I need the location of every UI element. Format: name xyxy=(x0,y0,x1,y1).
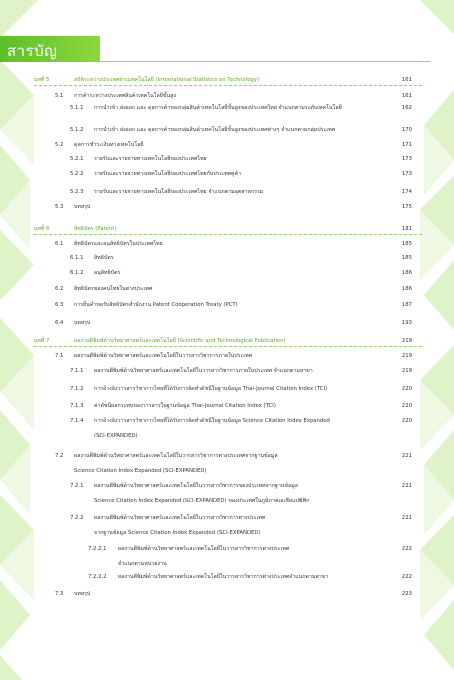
toc-entry-row[interactable] xyxy=(0,495,412,507)
toc-entry-row[interactable] xyxy=(0,252,412,264)
toc-entry-number: 6.4 xyxy=(55,320,64,326)
toc-entry-number: 7.1.1 xyxy=(70,368,84,374)
toc-page-number: 173 xyxy=(401,156,412,162)
toc-entry-row[interactable] xyxy=(0,186,412,198)
toc-page-number: 181 xyxy=(401,226,412,232)
toc-page-number: 174 xyxy=(401,189,412,195)
toc-entry-number: 7.3 xyxy=(55,591,64,597)
toc-entry-number: 5.2.1 xyxy=(70,156,84,162)
toc-entry-title: จำแนกตามหน่วยงาน xyxy=(118,561,167,567)
toc-entry-number: 7.1.2 xyxy=(70,386,84,392)
toc-entry-title: ดุลการชำระเงินทางเทคโนโลยี xyxy=(74,142,144,148)
toc-entry-title: รายรับและรายจ่ายทางเทคโนโลยีของประเทศไทย จำแนกตามอุตสาหกรรม xyxy=(94,189,264,195)
toc-entry-title: ผลงานตีพิมพ์ด้านวิทยาศาสตร์และเทคโนโลยี (Scientific and Technological Publication) xyxy=(74,338,286,344)
toc-page-number: 222 xyxy=(401,574,412,580)
toc-page-number: 221 xyxy=(401,483,412,489)
toc-entry-title: Science Citation Index Expanded (SCI-EXPANDED) xyxy=(74,468,207,474)
toc-entry-number: 6.1.2 xyxy=(70,270,84,276)
toc-entry-row[interactable] xyxy=(0,400,412,412)
toc-entry-row[interactable] xyxy=(0,415,412,427)
toc-page-number: 219 xyxy=(401,338,412,344)
toc-entry-title: สิทธิบัตรของคนไทยในต่างประเทศ xyxy=(74,286,153,292)
toc-page-number: 223 xyxy=(401,591,412,597)
toc-entry-title: สิทธิบัตร (Patent) xyxy=(74,226,117,232)
toc-page-number: 220 xyxy=(401,418,412,424)
toc-entry-title: สิทธิบัตร xyxy=(94,255,114,261)
toc-page-number: 186 xyxy=(401,286,412,292)
toc-page-number: 186 xyxy=(401,270,412,276)
toc-entry-row[interactable] xyxy=(0,350,412,362)
toc-entry-title: สิทธิบัตรและอนุสิทธิบัตรในประเทศไทย xyxy=(74,241,163,247)
toc-page-number: 222 xyxy=(401,546,412,552)
toc-entry-number: 7.1.4 xyxy=(70,418,84,424)
toc-entry-row[interactable] xyxy=(0,527,412,539)
toc-entry-number: บทที่ 6 xyxy=(34,226,50,232)
toc-entry-row[interactable] xyxy=(0,383,412,395)
toc-page-number: 161 xyxy=(401,77,412,83)
toc-page-number: 187 xyxy=(401,302,412,308)
toc-entry-number: 7.2.1 xyxy=(70,483,84,489)
toc-entry-title: การยื่นคำขอรับสิทธิบัตรสำนักงาน Patent Cooperation Treaty (PCT) xyxy=(74,302,238,308)
toc-entry-row[interactable] xyxy=(0,365,412,377)
toc-page-number: 173 xyxy=(401,171,412,177)
toc-entry-title: (SCI-EXPANDED) xyxy=(94,433,138,439)
toc-entry-row[interactable] xyxy=(0,571,412,583)
toc-entry-title: ผลงานตีพิมพ์ด้านวิทยาศาสตร์และเทคโนโลยีในวารสารวิชาการภายในประเทศ จำแนกตามสาขา xyxy=(94,368,313,374)
toc-page-number: 219 xyxy=(401,368,412,374)
toc-entry-number: 5.1.1 xyxy=(70,105,84,111)
toc-entry-row[interactable] xyxy=(0,238,412,250)
toc-entry-row[interactable] xyxy=(0,283,412,295)
toc-entry-number: 6.2 xyxy=(55,286,64,292)
toc-page-number: 193 xyxy=(401,320,412,326)
toc-entry-number: 7.2.2.1 xyxy=(88,546,107,552)
toc-entry-number: 6.3 xyxy=(55,302,64,308)
toc-page-number: 175 xyxy=(401,204,412,210)
toc-page-number: 185 xyxy=(401,255,412,261)
toc-entry-row[interactable] xyxy=(0,153,412,165)
toc-entry-title: ผลงานตีพิมพ์ด้านวิทยาศาสตร์และเทคโนโลยีในวารสารวิชาการต่างประเทศจากฐานข้อมูล xyxy=(74,453,278,459)
toc-entry-number: 5.3 xyxy=(55,204,64,210)
toc-entry-number: 5.2.2 xyxy=(70,171,84,177)
toc-page-number: 220 xyxy=(401,403,412,409)
toc-entry-title: สถิติระหว่างประเทศด้านเทคโนโลยี (International Statistics on Technology) xyxy=(74,77,260,83)
toc-entry-title: ผลงานตีพิมพ์ด้านวิทยาศาสตร์และเทคโนโลยีในวารสารวิชาการของประเทศจากฐานข้อมูล xyxy=(94,483,298,489)
toc-entry-title: ผลงานตีพิมพ์ด้านวิทยาศาสตร์และเทคโนโลยีในวารสารวิชาการต่างประเทศ xyxy=(118,546,290,552)
toc-entry-row[interactable] xyxy=(0,139,412,151)
toc-entry-title: จากฐานข้อมูล Science Citation Index Expanded (SCI-EXPANDED) xyxy=(94,530,261,536)
toc-entry-number: 7.2.2.2 xyxy=(88,574,107,580)
toc-entry-title: การอ้างอิงวารสารวิชาการไทยที่ได้รับการจัดทำดัชนีในฐานข้อมูล Thai-Journal Citation Index (TCI) xyxy=(94,386,328,392)
toc-page-number: 220 xyxy=(401,386,412,392)
chapter-separator xyxy=(34,234,422,235)
toc-entry-row[interactable] xyxy=(0,102,412,114)
page-title: สารบัญ xyxy=(7,42,58,60)
toc-entry-title: การนำเข้า ส่งออก และ ดุลการค้าของกลุ่มสินค้าเทคโนโลยีขั้นสูงของประเทศต่างๆ จำแนกตามกลุ่มประเทศ xyxy=(94,127,335,133)
toc-entry-number: 7.1.3 xyxy=(70,403,84,409)
toc-entry-title: ผลงานตีพิมพ์ด้านวิทยาศาสตร์และเทคโนโลยีในวารสารวิชาการต่างประเทศจำแนกตามสาขา xyxy=(118,574,329,580)
toc-entry-row[interactable] xyxy=(0,90,412,102)
toc-page-number: 221 xyxy=(401,515,412,521)
toc-entry-title: การอ้างอิงวารสารวิชาการไทยที่ได้รับการจัดทำดัชนีในฐานข้อมูล Science Citation Index Expanded xyxy=(94,418,330,424)
toc-page-number: 171 xyxy=(401,142,412,148)
toc-entry-number: 6.1 xyxy=(55,241,64,247)
toc-page-number: 219 xyxy=(401,353,412,359)
toc-entry-row[interactable] xyxy=(0,299,412,311)
toc-entry-title: Science Citation Index Expanded (SCI-EXPANDED) ของประเทศในภูมิภาคเอเชียแปซิฟิก xyxy=(94,498,310,504)
toc-entry-number: 6.1.1 xyxy=(70,255,84,261)
toc-entry-title: การค้าระหว่างประเทศสินค้าเทคโนโลยีขั้นสูง xyxy=(74,93,176,99)
toc-entry-row[interactable] xyxy=(0,430,412,442)
toc-entry-title: รายรับและรายจ่ายทางเทคโนโลยีของประเทศไทย xyxy=(94,156,207,162)
toc-entry-row[interactable] xyxy=(0,450,412,462)
toc-entry-row[interactable] xyxy=(0,317,412,329)
toc-entry-row[interactable] xyxy=(0,558,412,570)
toc-entry-title: ค่าดัชนีผลกระทบของวารสารในฐานข้อมูล Thai-Journal Citation Index (TCI) xyxy=(94,403,276,409)
toc-entry-title: อนุสิทธิบัตร xyxy=(94,270,121,276)
toc-entry-number: 5.1.2 xyxy=(70,127,84,133)
toc-page-number: 161 xyxy=(401,93,412,99)
toc-entry-title: การนำเข้า ส่งออก และ ดุลการค้าของกลุ่มสินค้าเทคโนโลยีขั้นสูงของประเทศไทย จำแนกตามระดับเทคโนโลยี xyxy=(94,105,342,111)
toc-entry-title: บทสรุป xyxy=(74,204,91,210)
toc-entry-row[interactable] xyxy=(0,465,412,477)
toc-entry-number: 7.2 xyxy=(55,453,64,459)
toc-entry-row[interactable] xyxy=(0,201,412,213)
toc-entry-number: 5.2.3 xyxy=(70,189,84,195)
toc-entry-title: ผลงานตีพิมพ์ด้านวิทยาศาสตร์และเทคโนโลยีในวารสารวิชาการภายในประเทศ xyxy=(74,353,253,359)
toc-page-number: 221 xyxy=(401,453,412,459)
toc-entry-row[interactable] xyxy=(0,512,412,524)
chapter-separator xyxy=(34,85,422,86)
toc-entry-number: 7.2.2 xyxy=(70,515,84,521)
toc-page-number: 185 xyxy=(401,241,412,247)
toc-entry-row[interactable] xyxy=(0,124,412,136)
toc-entry-number: บทที่ 7 xyxy=(34,338,50,344)
toc-entry-number: บทที่ 5 xyxy=(34,77,50,83)
toc-entry-number: 7.1 xyxy=(55,353,64,359)
toc-entry-title: บทสรุป xyxy=(74,591,91,597)
toc-page-number: 162 xyxy=(401,105,412,111)
toc-page-number: 170 xyxy=(401,127,412,133)
toc-entry-title: ผลงานตีพิมพ์ด้านวิทยาศาสตร์และเทคโนโลยีในวารสารวิชาการต่างประเทศ xyxy=(94,515,266,521)
toc-entry-number: 5.2 xyxy=(55,142,64,148)
toc-entry-row[interactable] xyxy=(0,480,412,492)
toc-entry-row[interactable] xyxy=(0,168,412,180)
toc-entry-number: 5.1 xyxy=(55,93,64,99)
toc-entry-row[interactable] xyxy=(0,543,412,555)
toc-entry-row[interactable] xyxy=(0,267,412,279)
chapter-separator xyxy=(34,346,422,347)
toc-entry-title: บทสรุป xyxy=(74,320,91,326)
toc-entry-title: รายรับและรายจ่ายทางเทคโนโลยีของประเทศไทยกับประเทศคู่ค้า xyxy=(94,171,242,177)
toc-entry-row[interactable] xyxy=(0,588,412,600)
